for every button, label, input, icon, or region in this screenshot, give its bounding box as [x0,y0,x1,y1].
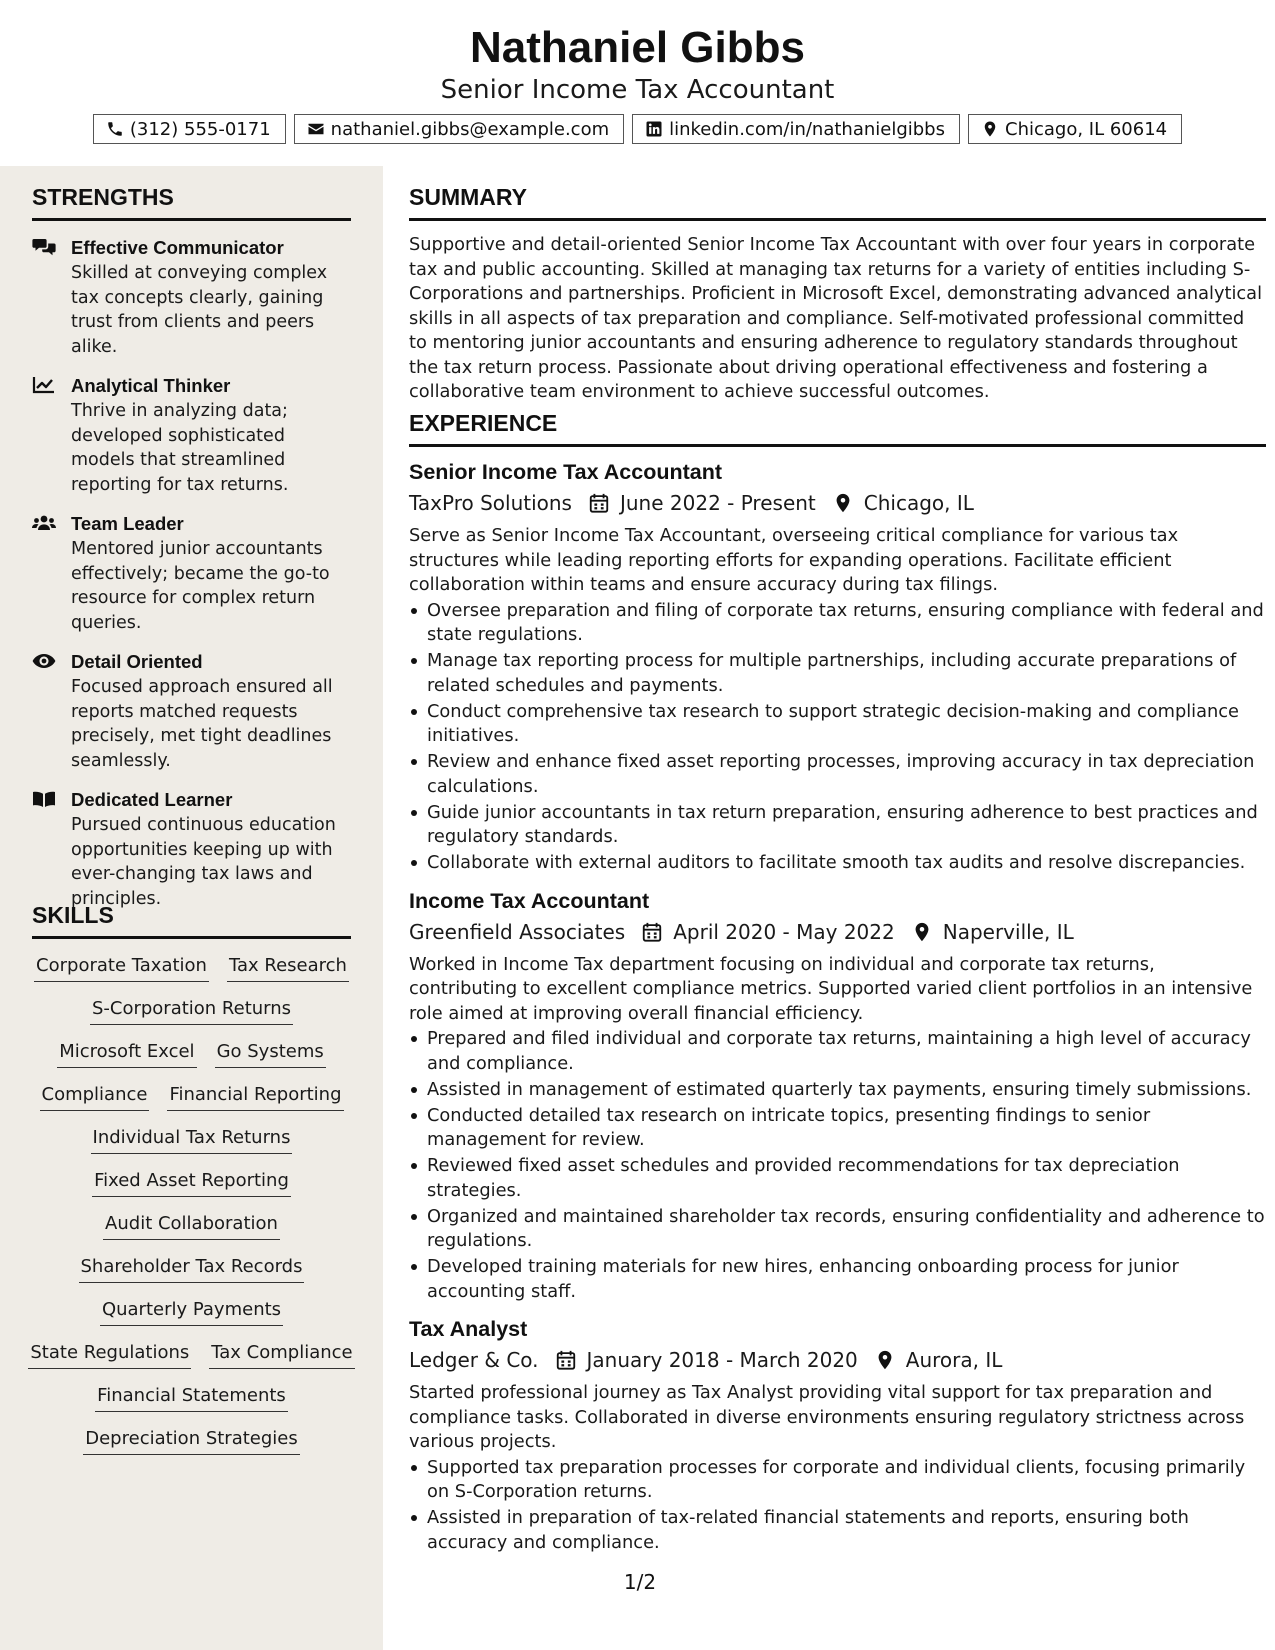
job-meta [409,1345,1266,1375]
skill-row [32,1297,351,1326]
job-bullet: Developed training materials for new hires, enhancing onboarding process for junior accounting staff. [409,1255,1266,1304]
job-location: Chicago, IL [863,491,974,515]
map-pin-icon [911,921,933,943]
job-bullet: Assisted in preparation of tax-related financial statements and reports, ensuring both accuracy and compliance. [409,1506,1266,1555]
summary-heading: SUMMARY [409,182,1266,221]
skill-row [32,1082,351,1111]
summary-text: Supportive and detail-oriented Senior Income Tax Accountant with over four years in corporate tax and public accounting. Skilled at managing tax returns for a variety of entities including S-Corporations and partnerships. Proficient in Microsoft Excel, demonstrating advanced analytical skills in all aspects of tax preparation and compliance. Self-motivated professional committed to mentoring junior accountants and ensuring adherence to regulatory standards throughout the tax return process. Passionate about driving operational effectiveness and fostering a collaborative team environment to achieve successful outcomes. [409,234,1263,402]
chat-bubbles-icon [32,237,56,257]
main-column [383,166,1275,1650]
experience-section [409,408,1266,1557]
skill-tag: Financial Statements [95,1383,288,1412]
map-pin-icon [874,1349,896,1371]
skill-row [32,1426,351,1455]
job-bullet: Oversee preparation and filing of corporate tax returns, ensuring compliance with federal and state regulations. [409,599,1266,648]
job-meta [409,917,1266,947]
strength-desc: Focused approach ensured all reports matched requests precisely, met tight deadlines seamlessly. [71,677,333,771]
skill-row [32,1168,351,1197]
job-company: Greenfield Associates [409,919,626,944]
skill-tag: Shareholder Tax Records [79,1254,305,1283]
strength-item [32,511,351,635]
skill-row [32,1383,351,1412]
job-bullets [409,1027,1266,1304]
skill-tag: State Regulations [28,1340,191,1369]
job-dates: April 2020 - May 2022 [673,919,895,944]
strength-item [32,235,351,359]
phone-icon [106,120,124,138]
envelope-icon [307,120,325,138]
skill-row [32,1254,351,1283]
job-bullet: Review and enhance fixed asset reporting processes, improving accuracy in tax depreciation calculations. [409,750,1266,799]
resume-header [0,0,1275,160]
skill-row [32,1340,351,1369]
job-bullet: Conduct comprehensive tax research to support strategic decision-making and compliance initiatives. [409,700,1266,749]
strengths-section [32,182,351,911]
calendar-icon [641,921,663,943]
contact-linkedin-text: linkedin.com/in/nathanielgibbs [669,118,945,140]
contact-phone[interactable] [93,114,286,144]
job-title: Senior Income Tax Accountant [409,460,722,484]
summary-section [409,182,1266,405]
job-bullet: Manage tax reporting process for multiple partnerships, including accurate preparations of related schedules and payments. [409,649,1266,698]
skill-tag: Tax Compliance [209,1340,354,1369]
strength-desc: Pursued continuous education opportunities keeping up with ever-changing tax laws and principles. [71,815,336,909]
job-location: Aurora, IL [905,1348,1003,1372]
strength-desc: Thrive in analyzing data; developed sophisticated models that streamlined reporting for tax returns. [71,401,289,495]
job-bullet: Prepared and filed individual and corporate tax returns, maintaining a high level of accuracy and compliance. [409,1027,1266,1076]
skill-tag: Tax Research [227,953,349,982]
skill-tag: Compliance [40,1082,150,1111]
job-bullets [409,1456,1266,1556]
skill-tag: Corporate Taxation [34,953,209,982]
contact-bar [0,114,1275,144]
experience-heading: EXPERIENCE [409,408,1266,447]
candidate-name: Nathaniel Gibbs [470,23,805,72]
skill-row [32,1211,351,1240]
strength-desc: Mentored junior accountants effectively; became the go-to resource for complex return queries. [71,539,330,633]
job-company: TaxPro Solutions [409,491,572,515]
strength-desc: Skilled at conveying complex tax concepts clearly, gaining trust from clients and peers alike. [71,263,328,357]
contact-location[interactable] [968,114,1182,144]
job-bullet: Guide junior accountants in tax return preparation, ensuring adherence to best practices and regulatory standards. [409,801,1266,850]
skill-row [32,1125,351,1154]
skill-tag: Financial Reporting [167,1082,343,1111]
skill-tag: Individual Tax Returns [91,1125,293,1154]
skill-row [32,1039,351,1068]
job-bullet: Organized and maintained shareholder tax records, ensuring confidentiality and adherence to regulations. [409,1205,1266,1254]
line-chart-icon [32,375,56,395]
skill-row [32,996,351,1025]
job-location: Naperville, IL [942,919,1074,944]
job-bullet: Assisted in management of estimated quarterly tax payments, ensuring timely submissions. [409,1078,1266,1103]
job-bullet: Conducted detailed tax research on intricate topics, presenting findings to senior management for review. [409,1104,1266,1153]
job-entry [409,1314,1266,1555]
job-description: Worked in Income Tax department focusing on individual and corporate tax returns, contributing to excellent compliance metrics. Supported varied client portfolios in an intensive role aimed at improving overall financial efficiency. [409,953,1253,1024]
eye-icon [32,651,56,671]
contact-location-text: Chicago, IL 60614 [1005,118,1168,140]
contact-email-text: nathaniel.gibbs@example.com [330,118,610,140]
strength-title: Effective Communicator [71,237,284,258]
strength-item [32,373,351,497]
job-bullets [409,599,1266,876]
map-pin-icon [981,120,999,138]
strength-title: Dedicated Learner [71,789,233,810]
job-title: Tax Analyst [409,1317,528,1341]
skill-tag: Microsoft Excel [57,1039,196,1068]
job-description: Started professional journey as Tax Analyst providing vital support for tax preparation and compliance tasks. Collaborated in diverse environments ensuring regulatory strictness across various projects. [409,1382,1245,1452]
strength-title: Detail Oriented [71,651,203,672]
job-bullet: Supported tax preparation processes for corporate and individual clients, focusing primarily on S-Corporation returns. [409,1456,1266,1505]
contact-phone-text: (312) 555-0171 [129,118,271,140]
contact-linkedin[interactable] [632,114,960,144]
skill-tag: Audit Collaboration [103,1211,280,1240]
job-entry [409,457,1266,876]
sidebar [0,166,383,1650]
calendar-icon [588,492,610,514]
map-pin-icon [832,492,854,514]
skill-tag: Quarterly Payments [100,1297,283,1326]
contact-email[interactable] [294,114,624,144]
job-dates: June 2022 - Present [619,491,816,515]
users-icon [32,513,56,533]
strengths-heading: STRENGTHS [32,182,351,221]
skill-tag: Go Systems [215,1039,326,1068]
skill-row [32,953,351,982]
candidate-title: Senior Income Tax Accountant [440,75,835,105]
linkedin-icon [645,120,663,138]
skill-tag: S-Corporation Returns [90,996,293,1025]
skills-heading: SKILLS [32,900,351,939]
strength-title: Team Leader [71,513,184,534]
calendar-icon [555,1349,577,1371]
page-number: 1/2 [623,1570,657,1594]
job-bullet: Reviewed fixed asset schedules and provided recommendations for tax depreciation strategies. [409,1154,1266,1203]
strength-item [32,649,351,773]
job-meta [409,488,1266,518]
skills-section [32,900,351,1455]
job-dates: January 2018 - March 2020 [586,1348,858,1372]
strength-title: Analytical Thinker [71,375,231,396]
job-entry [409,886,1266,1305]
job-title: Income Tax Accountant [409,888,650,913]
job-description: Serve as Senior Income Tax Accountant, overseeing critical compliance for various tax structures while leading reporting efforts for expanding operations. Facilitate efficient collaboration within teams and ensure accuracy during tax filings. [409,525,1179,595]
job-bullet: Collaborate with external auditors to facilitate smooth tax audits and resolve discrepancies. [409,851,1266,876]
skill-tag: Fixed Asset Reporting [92,1168,291,1197]
skill-tag: Depreciation Strategies [83,1426,300,1455]
job-company: Ledger & Co. [409,1348,539,1372]
strength-item [32,787,351,911]
book-icon [32,789,56,809]
